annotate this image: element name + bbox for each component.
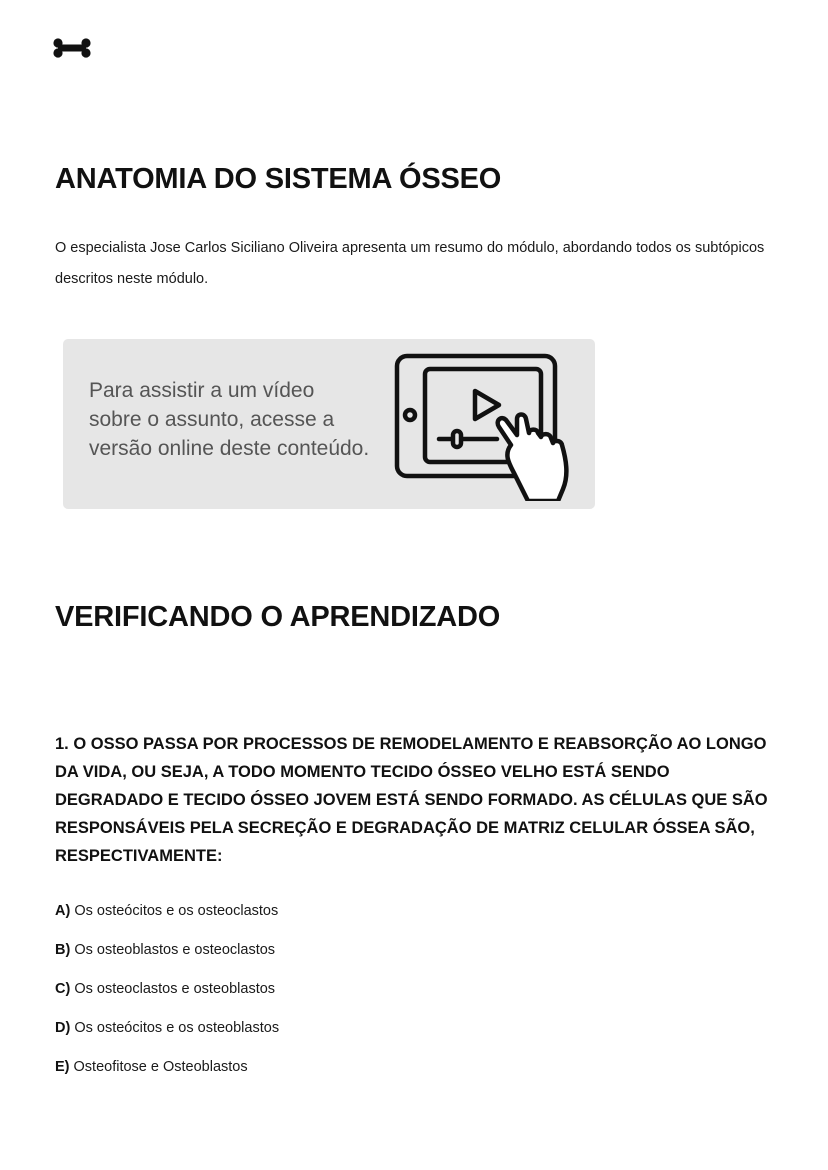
module-intro: O especialista Jose Carlos Siciliano Oliveira apresenta um resumo do módulo, abordando todos os subtópicos descritos neste módulo. bbox=[55, 240, 765, 287]
option-letter: E) bbox=[55, 1059, 70, 1075]
option-e[interactable] bbox=[55, 1054, 279, 1093]
video-message: Para assistir a um vídeo sobre o assunto, acesse a versão online deste conteúdo. bbox=[89, 379, 370, 460]
option-text: Os osteócitos e os osteoclastos bbox=[74, 903, 279, 919]
option-text: Os osteoclastos e osteoblastos bbox=[74, 981, 276, 997]
option-letter: B) bbox=[55, 942, 71, 958]
option-letter: D) bbox=[55, 1020, 71, 1036]
quiz-title: VERIFICANDO O APRENDIZADO bbox=[55, 601, 501, 633]
option-b[interactable] bbox=[55, 937, 279, 976]
option-a[interactable] bbox=[55, 898, 279, 937]
module-title: ANATOMIA DO SISTEMA ÓSSEO bbox=[55, 163, 502, 195]
option-text: Osteofitose e Osteoblastos bbox=[73, 1059, 248, 1075]
option-text: Os osteoblastos e osteoclastos bbox=[74, 942, 276, 958]
question-text: 1. O OSSO PASSA POR PROCESSOS DE REMODELAMENTO E REABSORÇÃO AO LONGO DA VIDA, OU SEJA, A TODO MOMENTO TECIDO ÓSSEO VELHO ESTÁ SENDO DEGRADADO E TECIDO ÓSSEO JOVEM ESTÁ SENDO FORMADO. AS CÉLULAS QUE SÃO RESPONSÁVEIS PELA SECREÇÃO E DEGRADAÇÃO DE MATRIZ CELULAR ÓSSEA SÃO, RESPECTIVAMENTE: bbox=[55, 735, 768, 865]
option-c[interactable] bbox=[55, 976, 279, 1015]
option-text: Os osteócitos e os osteoblastos bbox=[74, 1020, 280, 1036]
option-letter: A) bbox=[55, 903, 71, 919]
bone-icon bbox=[53, 38, 91, 58]
option-letter: C) bbox=[55, 981, 71, 997]
video-placeholder bbox=[63, 339, 595, 509]
tablet-video-touch-icon bbox=[393, 351, 593, 501]
answer-options bbox=[55, 898, 279, 1093]
option-d[interactable] bbox=[55, 1015, 279, 1054]
